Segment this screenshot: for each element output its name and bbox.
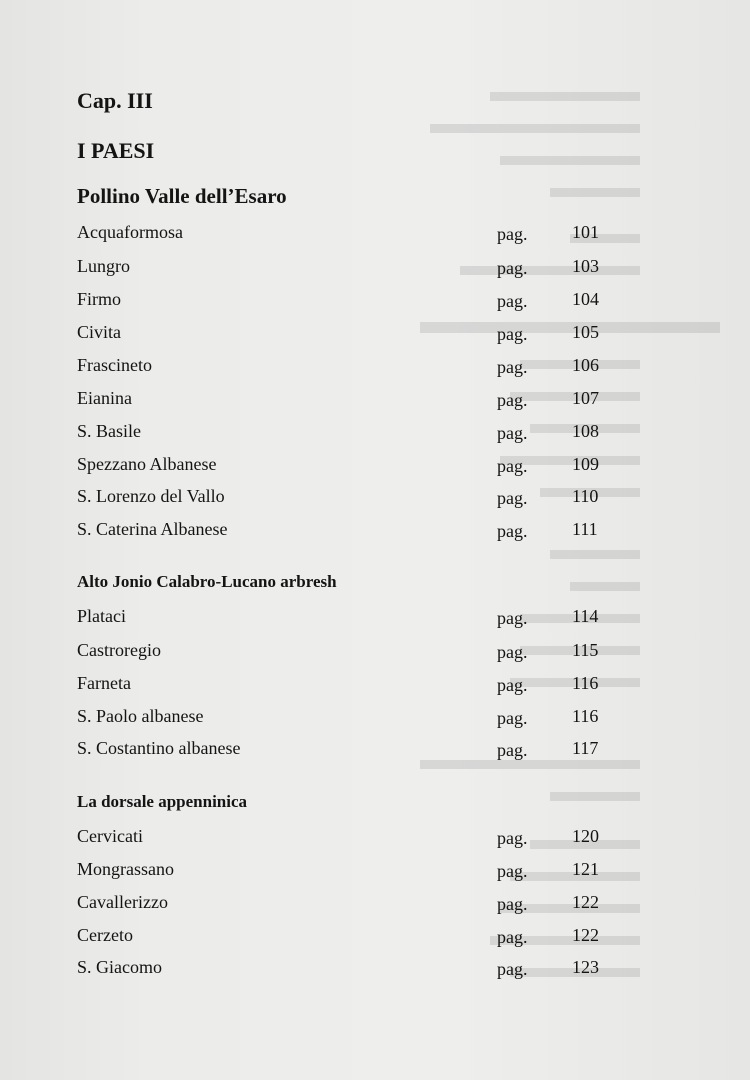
toc-entry[interactable]	[77, 606, 637, 630]
entry-name: Mongrassano	[77, 859, 174, 879]
toc-entry[interactable]	[77, 738, 637, 762]
toc-entry[interactable]	[77, 925, 637, 949]
pag-label: pag.	[497, 224, 528, 244]
toc-entry[interactable]	[77, 706, 637, 730]
page-number: 109	[572, 454, 599, 474]
pag-label: pag.	[497, 423, 528, 443]
page-number: 122	[572, 892, 599, 912]
entry-name: Cavallerizzo	[77, 892, 168, 912]
entry-name: Castroregio	[77, 640, 161, 660]
pag-label: pag.	[497, 675, 528, 695]
section-heading-alto-jonio: Alto Jonio Calabro-Lucano arbresh	[77, 572, 337, 591]
pag-label: pag.	[497, 927, 528, 947]
page-number: 116	[572, 673, 599, 693]
pag-label: pag.	[497, 959, 528, 979]
page-number: 123	[572, 957, 599, 977]
page-number: 116	[572, 706, 599, 726]
pag-label: pag.	[497, 828, 528, 848]
page-number: 106	[572, 355, 599, 375]
toc-entry[interactable]	[77, 957, 637, 981]
toc-entry[interactable]	[77, 421, 637, 445]
page-number: 103	[572, 256, 599, 276]
page-number: 110	[572, 486, 599, 506]
toc-entry[interactable]	[77, 388, 637, 412]
entry-name: S. Costantino albanese	[77, 738, 241, 758]
entry-name: Eianina	[77, 388, 132, 408]
pag-label: pag.	[497, 642, 528, 662]
page-number: 122	[572, 925, 599, 945]
pag-label: pag.	[497, 324, 528, 344]
toc-entry[interactable]	[77, 640, 637, 664]
toc-entry[interactable]	[77, 892, 637, 916]
pag-label: pag.	[497, 390, 528, 410]
page-number: 117	[572, 738, 599, 758]
page-number: 101	[572, 222, 599, 242]
pag-label: pag.	[497, 708, 528, 728]
chapter-heading: Cap. III	[77, 88, 153, 113]
page-number: 120	[572, 826, 599, 846]
toc-entry[interactable]	[77, 519, 637, 543]
toc-entry[interactable]	[77, 256, 637, 280]
entry-name: S. Lorenzo del Vallo	[77, 486, 225, 506]
chapter-title: I PAESI	[77, 138, 155, 163]
entry-name: S. Paolo albanese	[77, 706, 204, 726]
pag-label: pag.	[497, 894, 528, 914]
entry-name: Plataci	[77, 606, 126, 626]
entry-name: Civita	[77, 322, 121, 342]
toc-entry[interactable]	[77, 454, 637, 478]
page-number: 104	[572, 289, 599, 309]
pag-label: pag.	[497, 456, 528, 476]
entry-name: Frascineto	[77, 355, 152, 375]
pag-label: pag.	[497, 861, 528, 881]
page-number: 107	[572, 388, 599, 408]
page-number: 111	[572, 519, 598, 539]
toc-entry[interactable]	[77, 826, 637, 850]
section-heading-dorsale: La dorsale appenninica	[77, 792, 248, 811]
entry-name: Firmo	[77, 289, 122, 309]
entry-name: Farneta	[77, 673, 131, 693]
pag-label: pag.	[497, 608, 528, 628]
entry-name: Spezzano Albanese	[77, 454, 217, 474]
page-number: 108	[572, 421, 599, 441]
pag-label: pag.	[497, 740, 528, 760]
entry-name: Cerzeto	[77, 925, 133, 945]
toc-entry[interactable]	[77, 222, 637, 246]
pag-label: pag.	[497, 291, 528, 311]
pag-label: pag.	[497, 488, 528, 508]
page-number: 114	[572, 606, 599, 626]
entry-name: Lungro	[77, 256, 130, 276]
toc-entry[interactable]	[77, 486, 637, 510]
page-number: 115	[572, 640, 599, 660]
entry-name: S. Basile	[77, 421, 142, 441]
toc-entry[interactable]	[77, 289, 637, 313]
entry-name: Acquaformosa	[77, 222, 183, 242]
section-heading-pollino: Pollino Valle dell’Esaro	[77, 184, 287, 208]
pag-label: pag.	[497, 258, 528, 278]
pag-label: pag.	[497, 521, 528, 541]
toc-entry[interactable]	[77, 859, 637, 883]
page-number: 105	[572, 322, 599, 342]
entry-name: S. Caterina Albanese	[77, 519, 228, 539]
page-number: 121	[572, 859, 599, 879]
pag-label: pag.	[497, 357, 528, 377]
toc-entry[interactable]	[77, 673, 637, 697]
entry-name: Cervicati	[77, 826, 143, 846]
entry-name: S. Giacomo	[77, 957, 162, 977]
toc-entry[interactable]	[77, 322, 637, 346]
toc-entry[interactable]	[77, 355, 637, 379]
